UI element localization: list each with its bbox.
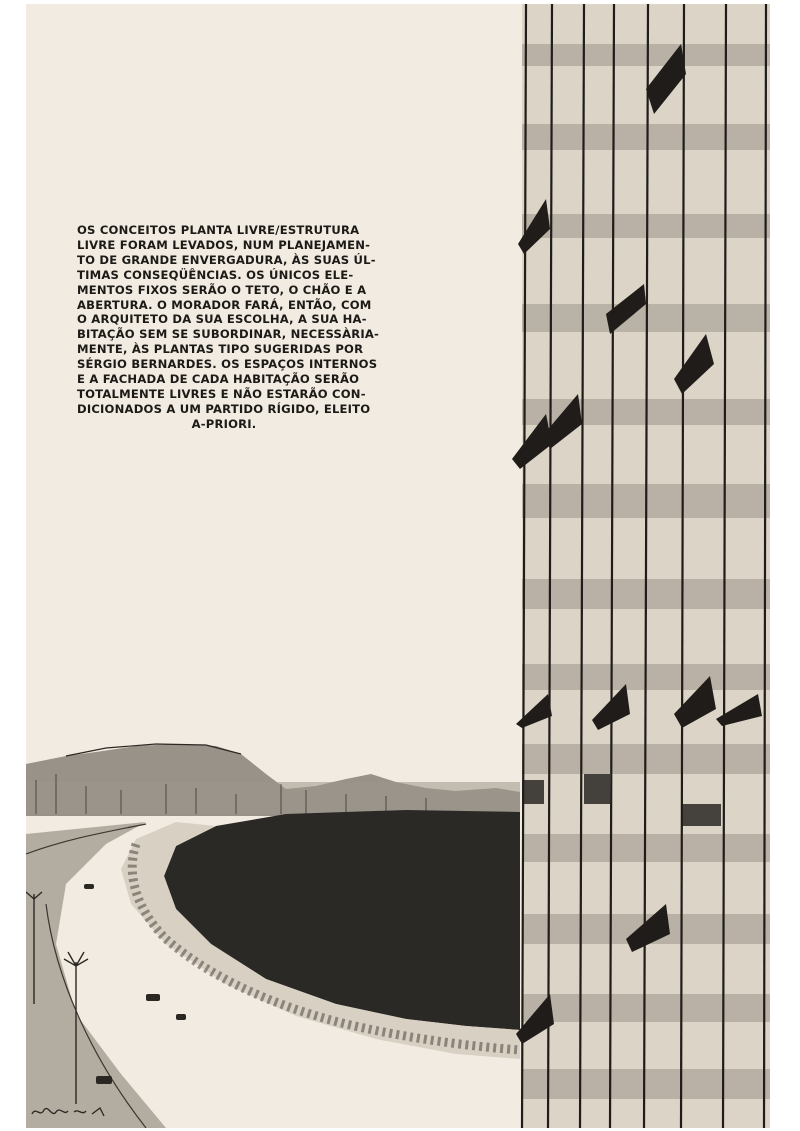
caption-line: TO DE GRANDE ENVERGADURA, ÀS SUAS ÚL- <box>77 252 376 267</box>
caption-text-block <box>77 223 397 432</box>
artist-signature <box>30 1102 120 1124</box>
caption-line: A-PRIORI. <box>191 416 257 431</box>
caption-line: LIVRE FORAM LEVADOS, NUM PLANEJAMEN- <box>77 237 371 252</box>
caption-line: MENTOS FIXOS SERÃO O TETO, O CHÃO E A <box>77 282 367 297</box>
caption-line: OS CONCEITOS PLANTA LIVRE/ESTRUTURA <box>77 223 360 237</box>
architectural-sketch-illustration <box>26 4 770 1128</box>
caption-line: ABERTURA. O MORADOR FARÁ, ENTÃO, COM <box>77 297 372 312</box>
city-skyline <box>26 782 520 814</box>
caption-line: DICIONADOS A UM PARTIDO RÍGIDO, ELEITO <box>77 401 371 416</box>
caption-line: MENTE, ÀS PLANTAS TIPO SUGERIDAS POR <box>77 342 364 357</box>
building-facade <box>512 4 770 1128</box>
caption-line: O ARQUITETO DA SUA ESCOLHA, A SUA HA- <box>77 312 367 327</box>
caption-line: E A FACHADA DE CADA HABITAÇÃO SERÃO <box>77 372 360 387</box>
caption-line: TIMAS CONSEQÜÊNCIAS. OS ÚNICOS ELE- <box>77 267 354 282</box>
caption-line: BITAÇÃO SEM SE SUBORDINAR, NECESSÀRIA- <box>77 327 380 342</box>
caption-line: SÉRGIO BERNARDES. OS ESPAÇOS INTERNOS <box>77 357 378 372</box>
sea-bay <box>164 810 520 1030</box>
caption-line: TOTALMENTE LIVRES E NÃO ESTARÃO CON- <box>77 386 366 401</box>
document-page <box>26 4 770 1128</box>
